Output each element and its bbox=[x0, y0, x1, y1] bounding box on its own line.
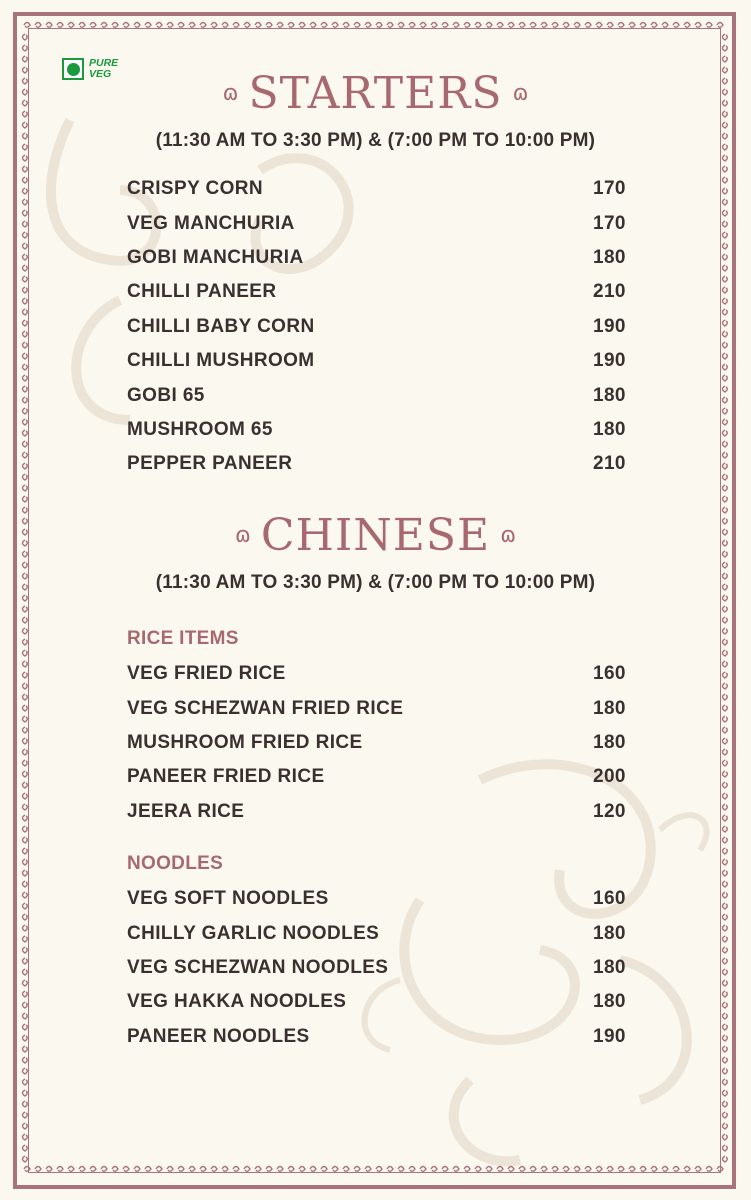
item-name: PEPPER PANEER bbox=[127, 453, 293, 475]
menu-item bbox=[127, 916, 637, 950]
menu-item bbox=[127, 206, 637, 240]
item-price: 180 bbox=[593, 384, 626, 406]
menu-item bbox=[127, 378, 637, 412]
menu-item bbox=[127, 760, 637, 794]
item-name: VEG SCHEZWAN NOODLES bbox=[127, 956, 389, 978]
item-price: 160 bbox=[593, 663, 626, 685]
item-name: PANEER FRIED RICE bbox=[127, 766, 325, 788]
item-name: CHILLI BABY CORN bbox=[127, 315, 315, 337]
item-price: 180 bbox=[593, 697, 626, 719]
starters-title: ɷ STARTERS ɷ bbox=[222, 68, 529, 119]
menu-item bbox=[127, 691, 637, 725]
menu-item bbox=[127, 310, 637, 344]
item-name: GOBI MANCHURIA bbox=[127, 246, 304, 268]
item-price: 210 bbox=[593, 281, 626, 303]
menu-item bbox=[127, 413, 637, 447]
noodles-list bbox=[127, 882, 637, 1054]
pure-veg-label: PURE VEG bbox=[89, 57, 119, 80]
item-price: 180 bbox=[593, 731, 626, 753]
item-name: MUSHROOM FRIED RICE bbox=[127, 731, 363, 753]
item-price: 180 bbox=[593, 922, 626, 944]
item-name: CHILLI MUSHROOM bbox=[127, 350, 315, 372]
item-price: 180 bbox=[593, 246, 626, 268]
chinese-timing: (11:30 AM TO 3:30 PM) & (7:00 PM TO 10:00 PM) bbox=[155, 572, 596, 593]
item-price: 190 bbox=[593, 350, 626, 372]
menu-item bbox=[127, 795, 637, 829]
item-name: VEG SCHEZWAN FRIED RICE bbox=[127, 697, 404, 719]
starters-timing: (11:30 AM TO 3:30 PM) & (7:00 PM TO 10:00 PM) bbox=[155, 130, 596, 151]
menu-item bbox=[127, 447, 637, 481]
item-name: JEERA RICE bbox=[127, 800, 245, 822]
item-price: 160 bbox=[593, 888, 626, 910]
chinese-title: ɷ CHINESE ɷ bbox=[234, 510, 517, 561]
item-price: 190 bbox=[593, 1025, 626, 1047]
item-price: 170 bbox=[593, 212, 626, 234]
item-name: PANEER NOODLES bbox=[127, 1025, 310, 1047]
item-price: 180 bbox=[593, 991, 626, 1013]
swirl-left-icon: ɷ bbox=[234, 523, 251, 548]
starters-list bbox=[127, 172, 637, 482]
menu-item bbox=[127, 241, 637, 275]
menu-item bbox=[127, 951, 637, 985]
swirl-left-icon: ɷ bbox=[222, 81, 239, 106]
item-name: CRISPY CORN bbox=[127, 178, 264, 200]
item-price: 120 bbox=[593, 800, 626, 822]
item-price: 170 bbox=[593, 178, 626, 200]
item-name: CHILLI PANEER bbox=[127, 281, 277, 303]
menu-item bbox=[127, 344, 637, 378]
item-name: MUSHROOM 65 bbox=[127, 418, 273, 440]
item-price: 200 bbox=[593, 766, 626, 788]
swirl-right-icon: ɷ bbox=[512, 81, 529, 106]
menu-item bbox=[127, 882, 637, 916]
item-name: VEG SOFT NOODLES bbox=[127, 888, 329, 910]
item-name: VEG HAKKA NOODLES bbox=[127, 991, 347, 1013]
rice-items-list bbox=[127, 657, 637, 829]
menu-item bbox=[127, 726, 637, 760]
item-name: GOBI 65 bbox=[127, 384, 205, 406]
rice-items-heading: RICE ITEMS bbox=[127, 628, 239, 649]
item-name: CHILLY GARLIC NOODLES bbox=[127, 922, 380, 944]
noodles-heading: NOODLES bbox=[127, 853, 224, 874]
item-name: VEG FRIED RICE bbox=[127, 663, 286, 685]
item-price: 190 bbox=[593, 315, 626, 337]
menu-item bbox=[127, 985, 637, 1019]
item-price: 180 bbox=[593, 956, 626, 978]
menu-item bbox=[127, 275, 637, 309]
swirl-right-icon: ɷ bbox=[500, 523, 517, 548]
item-name: VEG MANCHURIA bbox=[127, 212, 295, 234]
item-price: 180 bbox=[593, 418, 626, 440]
menu-item bbox=[127, 172, 637, 206]
item-price: 210 bbox=[593, 453, 626, 475]
menu-item bbox=[127, 1020, 637, 1054]
menu-item bbox=[127, 657, 637, 691]
